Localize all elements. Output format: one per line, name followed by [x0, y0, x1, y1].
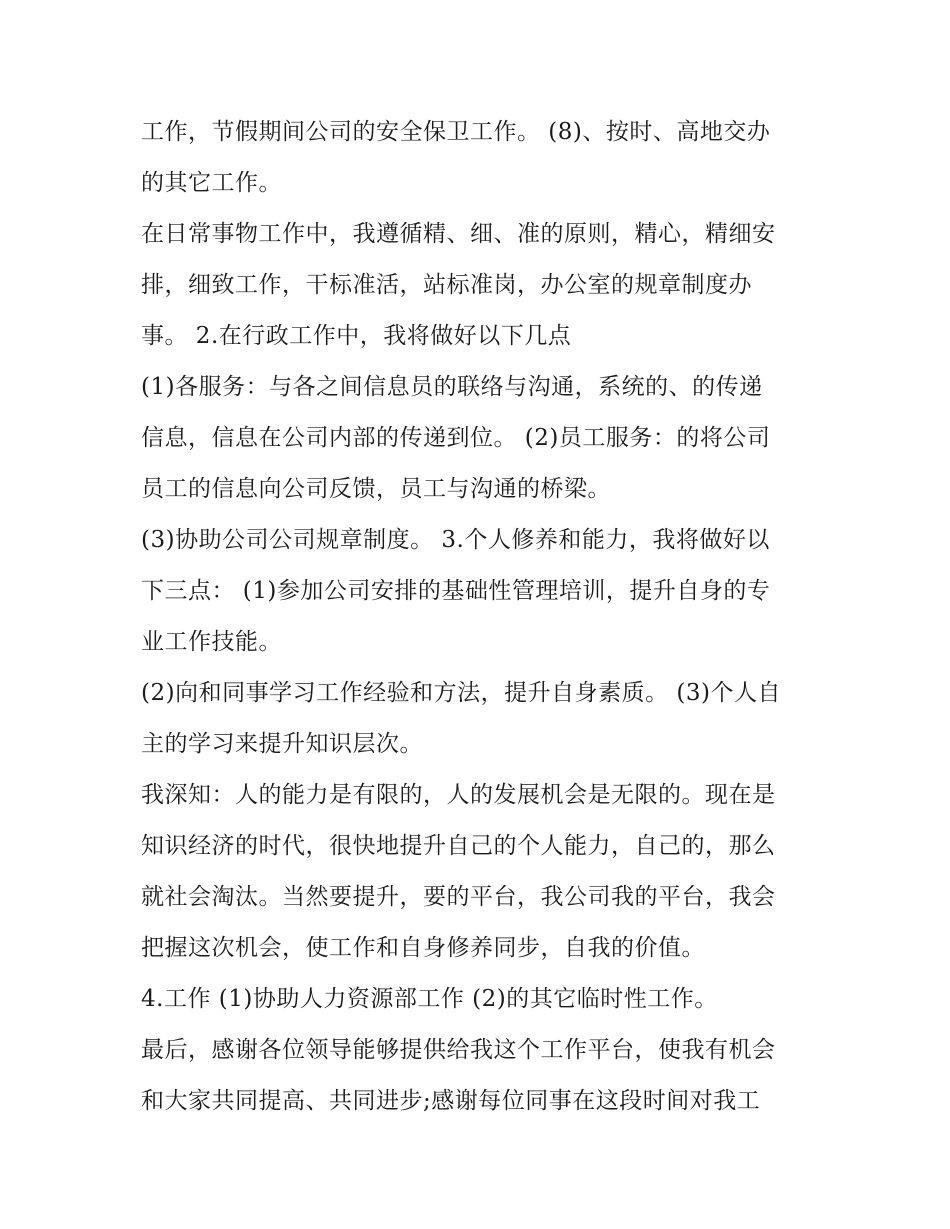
text-line: 知识经济的时代，很快地提升自己的个人能力，自己的，那么: [141, 833, 776, 859]
document-body: [141, 107, 821, 1127]
text-line: 我深知：人的能力是有限的，人的发展机会是无限的。现在是: [141, 782, 776, 808]
text-line: 下三点： (1)参加公司安排的基础性管理培训，提升自身的专: [141, 578, 771, 604]
text-line: 信息，信息在公司内部的传递到位。 (2)员工服务：的将公司: [141, 425, 771, 451]
text-line: (1)各服务：与各之间信息员的联络与沟通，系统的、的传递: [141, 374, 763, 400]
text-line: 和大家共同提高、共同进步;感谢每位同事在这段时间对我工: [141, 1088, 761, 1114]
text-line: 排，细致工作，干标准活，站标准岗，办公室的规章制度办: [141, 272, 752, 298]
text-line: 事。 2.在行政工作中，我将做好以下几点: [141, 323, 572, 349]
text-line: 4.工作 (1)协助人力资源部工作 (2)的其它临时性工作。: [141, 986, 718, 1012]
text-line: 工作，节假期间公司的安全保卫工作。 (8)、按时、高地交办: [141, 119, 771, 145]
text-line: 最后，感谢各位领导能够提供给我这个工作平台，使我有机会: [141, 1037, 776, 1063]
text-line: 主的学习来提升知识层次。: [141, 731, 423, 757]
text-line: 的其它工作。: [141, 170, 282, 196]
text-line: 把握这次机会，使工作和自身修养同步，自我的价值。: [141, 935, 705, 961]
text-line: (3)协助公司公司规章制度。 3.个人修养和能力，我将做好以: [141, 527, 770, 553]
text-line: 业工作技能。: [141, 629, 282, 655]
text-line: (2)向和同事学习工作经验和方法，提升自身素质。 (3)个人自: [141, 680, 781, 706]
text-line: 就社会淘汰。当然要提升，要的平台，我公司我的平台，我会: [141, 884, 776, 910]
text-line: 在日常事物工作中，我遵循精、细、准的原则，精心，精细安: [141, 221, 776, 247]
text-line: 员工的信息向公司反馈，员工与沟通的桥梁。: [141, 476, 611, 502]
